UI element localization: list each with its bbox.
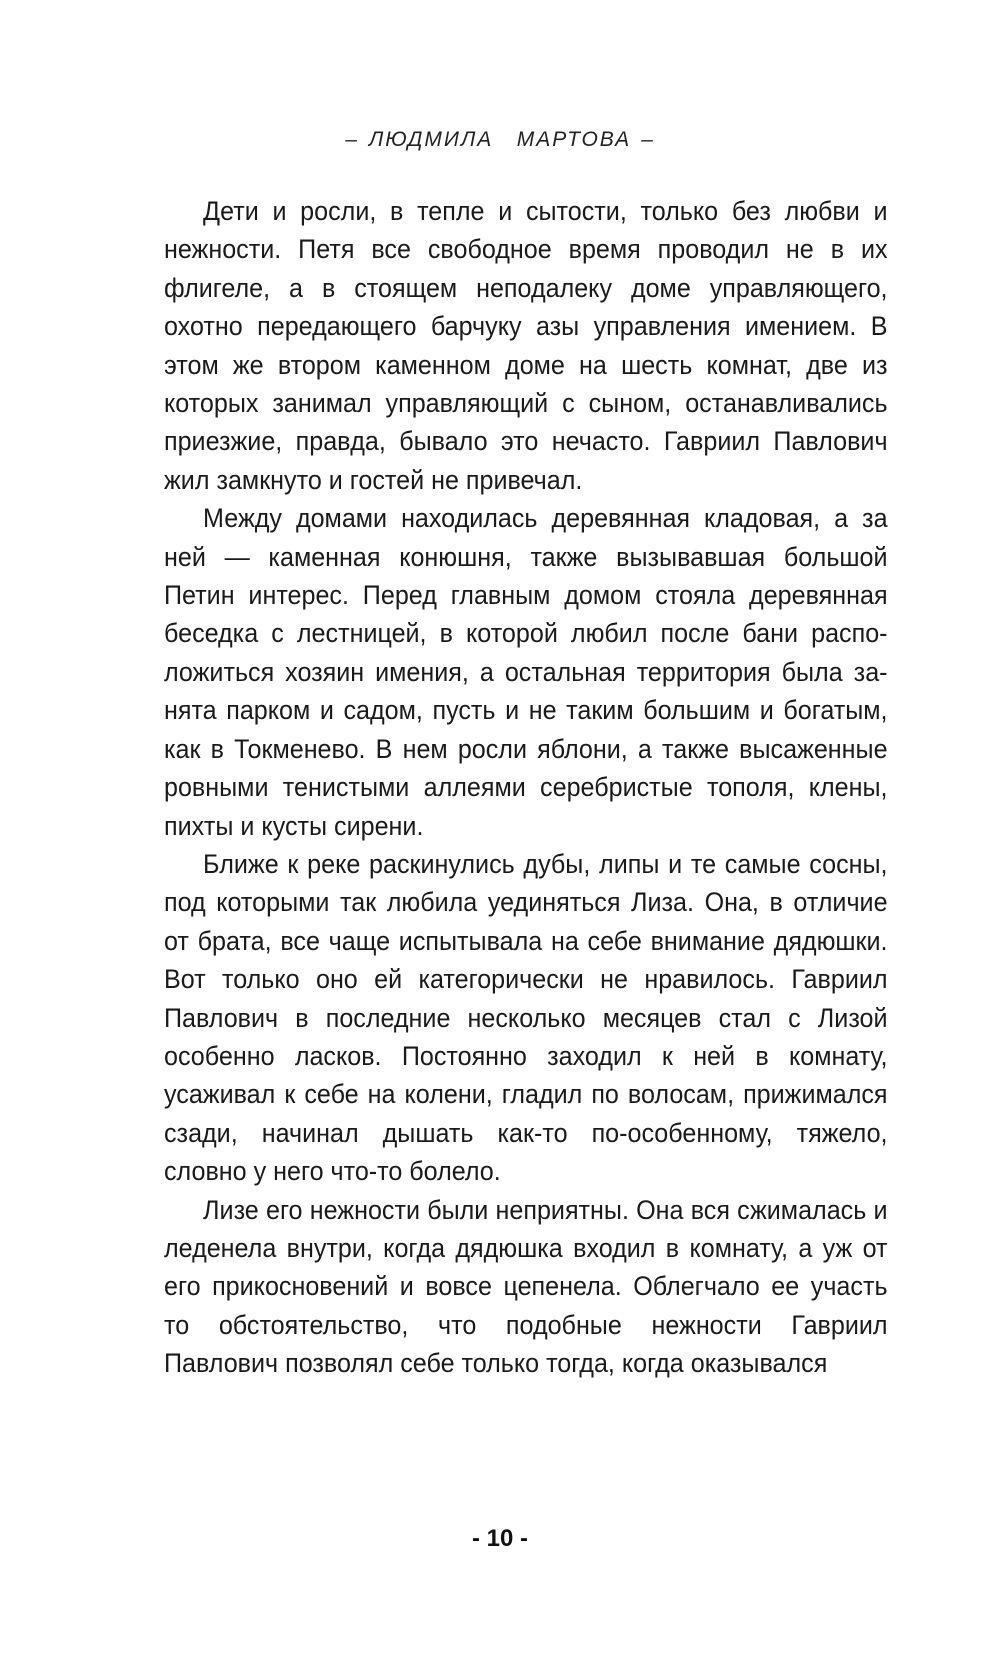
paragraph: Между домами находилась деревянная кладовая, а за ней — каменная конюшня, также вызывавшая большой Петин интерес. Перед главным домом стояла деревянная беседка с лестницей, в которой любил после бани расположиться хозяин имения, а остальная территория была занята парком и садом, пусть и не таким большим и богатым, как в Токменево. В нем росли яблони, а также высаженные ровными тенистыми аллеями серебристые тополя, клены, пихты и кусты сирени. xyxy=(164,503,888,841)
paragraph: Ближе к реке раскинулись дубы, липы и те самые сосны, под которыми так любила уединяться Лиза. Она, в отличие от брата, все чаще испытывала на себе внимание дядюшки. Вот только оно ей категорически не нравилось. Гавриил Павлович в последние несколько месяцев стал с Лизой особенно ласков. Постоянно заходил к ней в комнату, усаживал к себе на колени, гладил по волосам, прижимался сзади, начинал дышать как-то по-особенному, тяжело, словно у него что-то болело. xyxy=(164,848,888,1187)
paragraph: Лизе его нежности были неприятны. Она вся сжималась и леденела внутри, когда дядюшка входил в комнату, а уж от его прикосновений и вовсе цепенела. Облегчало ее участь то обстоятельство, что подобные нежности Гавриил Павлович позволял себе только тогда, когда оказывался xyxy=(164,1194,888,1379)
page-number: - 10 - xyxy=(471,1525,528,1552)
header-dash-right: – xyxy=(641,128,655,151)
header-dash-left: – xyxy=(345,128,359,151)
paragraph: Дети и росли, в тепле и сытости, только без любви и нежности. Петя все свободное время проводил не в их флигеле, а в стоящем неподалеку доме управляющего, охотно передающего барчуку азы управления имением. В этом же втором каменном доме на шесть комнат, две из которых занимал управляющий с сыном, останавливались приезжие, правда, бывало это нечасто. Гавриил Павлович жил замкнуто и гостей не привечал. xyxy=(164,196,888,495)
running-header xyxy=(0,128,1000,152)
body-text xyxy=(164,192,888,1383)
author-name: ЛЮДМИЛА МАРТОВА xyxy=(368,128,632,151)
